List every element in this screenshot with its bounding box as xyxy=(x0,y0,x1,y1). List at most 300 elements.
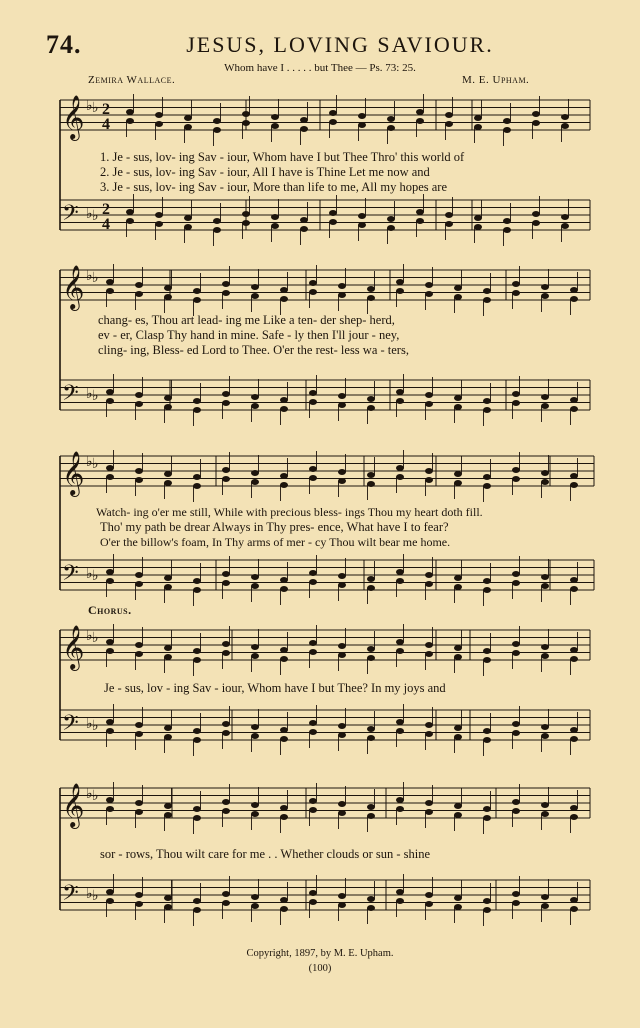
notehead xyxy=(155,221,163,227)
notehead xyxy=(541,583,549,589)
notehead xyxy=(338,723,346,729)
notehead xyxy=(512,650,520,656)
notehead xyxy=(193,474,201,480)
flat-sign: ♭ xyxy=(86,99,93,114)
notehead xyxy=(106,889,114,895)
notehead xyxy=(358,113,366,119)
notehead xyxy=(425,581,433,587)
notehead xyxy=(541,733,549,739)
time-signature: 2 xyxy=(102,101,110,118)
notehead xyxy=(193,907,201,913)
notehead xyxy=(300,226,308,232)
notehead xyxy=(329,119,337,125)
notehead xyxy=(512,891,520,897)
notehead xyxy=(329,210,337,216)
notehead xyxy=(106,569,114,575)
copyright-notice: Copyright, 1897, by M. E. Upham. xyxy=(246,948,394,959)
notehead xyxy=(483,907,491,913)
notehead xyxy=(135,642,143,648)
notehead xyxy=(474,115,482,121)
notehead xyxy=(251,470,259,476)
notehead xyxy=(474,215,482,221)
notehead xyxy=(193,297,201,303)
notehead xyxy=(396,889,404,895)
notehead xyxy=(483,288,491,294)
lyric-line-s2-v2: ev - er, Clasp Thy hand in mine. Safe - ly then I'll jour - ney, xyxy=(98,328,400,342)
notehead xyxy=(135,392,143,398)
notehead xyxy=(164,645,172,651)
notehead xyxy=(338,582,346,588)
notehead xyxy=(454,725,462,731)
notehead xyxy=(454,471,462,477)
notehead xyxy=(570,647,578,653)
notehead xyxy=(135,572,143,578)
notehead xyxy=(251,894,259,900)
notehead xyxy=(164,480,172,486)
notehead xyxy=(396,728,404,734)
notehead xyxy=(106,806,114,812)
flat-sign: ♭ xyxy=(86,567,93,582)
notehead xyxy=(164,803,172,809)
bass-clef-icon: 𝄢 xyxy=(62,201,79,231)
notehead xyxy=(184,215,192,221)
flat-sign: ♭ xyxy=(86,787,93,802)
time-signature: 2 xyxy=(102,201,110,218)
notehead xyxy=(541,479,549,485)
notehead xyxy=(251,653,259,659)
notehead xyxy=(454,575,462,581)
notehead xyxy=(396,797,404,803)
notehead xyxy=(396,578,404,584)
notehead xyxy=(222,650,230,656)
notehead xyxy=(309,640,317,646)
notehead xyxy=(222,400,230,406)
notehead xyxy=(338,393,346,399)
notehead xyxy=(309,475,317,481)
page-number: (100) xyxy=(308,963,332,974)
notehead xyxy=(358,122,366,128)
time-signature: 4 xyxy=(102,216,110,233)
notehead xyxy=(222,467,230,473)
flat-sign: ♭ xyxy=(86,629,93,644)
notehead xyxy=(570,296,578,302)
notehead xyxy=(338,478,346,484)
notehead xyxy=(222,808,230,814)
notehead xyxy=(280,897,288,903)
bass-clef-icon: 𝄢 xyxy=(62,711,79,741)
notehead xyxy=(512,391,520,397)
notehead xyxy=(135,651,143,657)
notehead xyxy=(280,577,288,583)
notehead xyxy=(242,111,250,117)
notehead xyxy=(367,472,375,478)
notehead xyxy=(222,580,230,586)
notehead xyxy=(271,214,279,220)
notehead xyxy=(425,282,433,288)
notehead xyxy=(106,797,114,803)
notehead xyxy=(242,120,250,126)
notehead xyxy=(126,218,134,224)
notehead xyxy=(135,581,143,587)
notehead xyxy=(561,123,569,129)
notehead xyxy=(396,806,404,812)
notehead xyxy=(193,657,201,663)
notehead xyxy=(425,901,433,907)
notehead xyxy=(164,285,172,291)
notehead xyxy=(512,290,520,296)
notehead xyxy=(106,728,114,734)
notehead xyxy=(367,655,375,661)
notehead xyxy=(280,906,288,912)
lyric-line-chorus-1: Je - sus, lov - ing Sav - iour, Whom have I but Thee? In my joys and xyxy=(104,681,446,695)
lyric-line-chorus-2: sor - rows, Thou wilt care for me . . Whether clouds or sun - shine xyxy=(100,847,431,861)
notehead xyxy=(309,807,317,813)
notehead xyxy=(396,389,404,395)
notehead xyxy=(367,481,375,487)
notehead xyxy=(541,403,549,409)
notehead xyxy=(512,580,520,586)
notehead xyxy=(503,218,511,224)
notehead xyxy=(184,124,192,130)
chorus-label: Chorus. xyxy=(88,603,132,617)
notehead xyxy=(512,476,520,482)
notehead xyxy=(570,805,578,811)
notehead xyxy=(367,735,375,741)
notehead xyxy=(483,898,491,904)
treble-clef-icon: 𝄞 xyxy=(62,95,85,139)
notehead xyxy=(483,474,491,480)
notehead xyxy=(251,479,259,485)
notehead xyxy=(280,406,288,412)
notehead xyxy=(106,474,114,480)
notehead xyxy=(251,574,259,580)
notehead xyxy=(541,644,549,650)
notehead xyxy=(309,899,317,905)
notehead xyxy=(309,289,317,295)
notehead xyxy=(164,471,172,477)
notehead xyxy=(561,114,569,120)
flat-sign: ♭ xyxy=(92,789,99,804)
notehead xyxy=(280,736,288,742)
notehead xyxy=(164,584,172,590)
notehead xyxy=(396,898,404,904)
notehead xyxy=(338,402,346,408)
notehead xyxy=(483,587,491,593)
notehead xyxy=(503,227,511,233)
notehead xyxy=(280,656,288,662)
notehead xyxy=(135,401,143,407)
notehead xyxy=(251,394,259,400)
notehead xyxy=(135,731,143,737)
notehead xyxy=(570,586,578,592)
notehead xyxy=(309,390,317,396)
notehead xyxy=(242,220,250,226)
notehead xyxy=(532,211,540,217)
notehead xyxy=(106,288,114,294)
notehead xyxy=(445,221,453,227)
notehead xyxy=(271,223,279,229)
notehead xyxy=(242,211,250,217)
notehead xyxy=(309,649,317,655)
notehead xyxy=(445,121,453,127)
notehead xyxy=(155,212,163,218)
notehead xyxy=(425,642,433,648)
notehead xyxy=(396,639,404,645)
notehead xyxy=(338,810,346,816)
notehead xyxy=(396,288,404,294)
notehead xyxy=(135,892,143,898)
notehead xyxy=(454,480,462,486)
notehead xyxy=(222,891,230,897)
notehead xyxy=(309,798,317,804)
notehead xyxy=(193,806,201,812)
notehead xyxy=(251,811,259,817)
notehead xyxy=(358,222,366,228)
notehead xyxy=(222,290,230,296)
notehead xyxy=(300,117,308,123)
notehead xyxy=(358,213,366,219)
notehead xyxy=(512,641,520,647)
notehead xyxy=(425,892,433,898)
notehead xyxy=(454,803,462,809)
notehead xyxy=(367,576,375,582)
notehead xyxy=(416,209,424,215)
notehead xyxy=(396,279,404,285)
treble-clef-icon: 𝄞 xyxy=(62,783,85,827)
notehead xyxy=(338,573,346,579)
bass-clef-icon: 𝄢 xyxy=(62,561,79,591)
notehead xyxy=(367,813,375,819)
notehead xyxy=(213,218,221,224)
notehead xyxy=(126,209,134,215)
lyric-line-s3-v3: O'er the billow's foam, In Thy arms of mer - cy Thou wilt bear me home. xyxy=(100,535,451,549)
notehead xyxy=(532,220,540,226)
notehead xyxy=(251,284,259,290)
notehead xyxy=(483,483,491,489)
notehead xyxy=(309,399,317,405)
notehead xyxy=(164,395,172,401)
notehead xyxy=(503,127,511,133)
notehead xyxy=(454,904,462,910)
notehead xyxy=(126,118,134,124)
lyric-line-s3-v1: Watch- ing o'er me still, While with precious bless- ings Thou my heart doth fill. xyxy=(96,505,483,519)
notehead xyxy=(338,893,346,899)
notehead xyxy=(483,398,491,404)
notehead xyxy=(251,733,259,739)
notehead xyxy=(193,398,201,404)
notehead xyxy=(222,571,230,577)
notehead xyxy=(309,570,317,576)
notehead xyxy=(135,468,143,474)
notehead xyxy=(106,719,114,725)
notehead xyxy=(309,720,317,726)
notehead xyxy=(280,397,288,403)
notehead xyxy=(483,806,491,812)
notehead xyxy=(367,295,375,301)
notehead xyxy=(541,394,549,400)
notehead xyxy=(184,115,192,121)
notehead xyxy=(570,406,578,412)
notehead xyxy=(193,815,201,821)
notehead xyxy=(570,814,578,820)
notehead xyxy=(271,123,279,129)
time-signature: 4 xyxy=(102,116,110,133)
composer-credit: M. E. Upham. xyxy=(462,74,530,86)
notehead xyxy=(309,729,317,735)
flat-sign: ♭ xyxy=(92,209,99,224)
notehead xyxy=(280,814,288,820)
notehead xyxy=(135,291,143,297)
notehead xyxy=(512,467,520,473)
notehead xyxy=(425,722,433,728)
notehead xyxy=(541,284,549,290)
notehead xyxy=(280,727,288,733)
flat-sign: ♭ xyxy=(92,719,99,734)
notehead xyxy=(280,586,288,592)
notehead xyxy=(164,575,172,581)
notehead xyxy=(251,802,259,808)
notehead xyxy=(193,737,201,743)
notehead xyxy=(541,470,549,476)
notehead xyxy=(300,126,308,132)
notehead xyxy=(309,579,317,585)
notehead xyxy=(483,407,491,413)
notehead xyxy=(512,808,520,814)
notehead xyxy=(425,468,433,474)
notehead xyxy=(193,407,201,413)
notehead xyxy=(338,801,346,807)
lyric-line-s2-v3: cling- ing, Bless- ed Lord to Thee. O'er the rest- less wa - ters, xyxy=(98,343,409,357)
notehead xyxy=(329,110,337,116)
notehead xyxy=(222,900,230,906)
notehead xyxy=(126,109,134,115)
notehead xyxy=(512,730,520,736)
notehead xyxy=(164,725,172,731)
notehead xyxy=(338,469,346,475)
notehead xyxy=(445,212,453,218)
notehead xyxy=(251,903,259,909)
notehead xyxy=(425,800,433,806)
notehead xyxy=(561,214,569,220)
notehead xyxy=(280,296,288,302)
notehead xyxy=(106,279,114,285)
notehead xyxy=(300,217,308,223)
notehead xyxy=(483,297,491,303)
notehead xyxy=(483,578,491,584)
notehead xyxy=(280,647,288,653)
notehead xyxy=(532,120,540,126)
notehead xyxy=(367,286,375,292)
notehead xyxy=(338,732,346,738)
notehead xyxy=(454,812,462,818)
notehead xyxy=(570,577,578,583)
flat-sign: ♭ xyxy=(92,457,99,472)
notehead xyxy=(483,648,491,654)
notehead xyxy=(541,653,549,659)
notehead xyxy=(541,574,549,580)
notehead xyxy=(561,223,569,229)
notehead xyxy=(193,483,201,489)
notehead xyxy=(135,901,143,907)
notehead xyxy=(106,578,114,584)
notehead xyxy=(280,805,288,811)
hymn-number: 74. xyxy=(46,30,82,59)
scripture-reference: Whom have I . . . . . but Thee — Ps. 73: 25. xyxy=(224,62,416,74)
notehead xyxy=(367,585,375,591)
notehead xyxy=(474,224,482,230)
notehead xyxy=(541,293,549,299)
notehead xyxy=(222,476,230,482)
notehead xyxy=(338,283,346,289)
notehead xyxy=(396,569,404,575)
notehead xyxy=(155,121,163,127)
lyric-line-s2-v1: chang- es, Thou art lead- ing me Like a ten- der shep- herd, xyxy=(98,313,395,327)
notehead xyxy=(416,109,424,115)
notehead xyxy=(135,809,143,815)
flat-sign: ♭ xyxy=(86,387,93,402)
lyric-line-s1-v2: 2. Je - sus, lov- ing Sav - iour, All I have is Thine Let me now and xyxy=(100,165,430,179)
notehead xyxy=(454,584,462,590)
notehead xyxy=(396,474,404,480)
notehead xyxy=(512,799,520,805)
notehead xyxy=(512,571,520,577)
notehead xyxy=(367,396,375,402)
flat-sign: ♭ xyxy=(86,455,93,470)
notehead xyxy=(309,466,317,472)
notehead xyxy=(425,572,433,578)
flat-sign: ♭ xyxy=(92,389,99,404)
flat-sign: ♭ xyxy=(92,271,99,286)
notehead xyxy=(416,118,424,124)
notehead xyxy=(106,389,114,395)
notehead xyxy=(309,890,317,896)
notehead xyxy=(541,811,549,817)
flat-sign: ♭ xyxy=(86,887,93,902)
flat-sign: ♭ xyxy=(86,269,93,284)
notehead xyxy=(425,731,433,737)
notehead xyxy=(222,730,230,736)
notehead xyxy=(367,646,375,652)
notehead xyxy=(222,641,230,647)
notehead xyxy=(280,482,288,488)
notehead xyxy=(367,905,375,911)
lyricist-credit: Zemira Wallace. xyxy=(88,74,176,86)
notehead xyxy=(396,648,404,654)
notehead xyxy=(541,724,549,730)
notehead xyxy=(570,906,578,912)
flat-sign: ♭ xyxy=(92,889,99,904)
notehead xyxy=(416,218,424,224)
notehead xyxy=(338,643,346,649)
treble-clef-icon: 𝄞 xyxy=(62,625,85,669)
notehead xyxy=(454,895,462,901)
notehead xyxy=(193,288,201,294)
notehead xyxy=(474,124,482,130)
notehead xyxy=(271,114,279,120)
notehead xyxy=(155,112,163,118)
notehead xyxy=(135,282,143,288)
notehead xyxy=(454,294,462,300)
notehead xyxy=(396,398,404,404)
notehead xyxy=(164,404,172,410)
notehead xyxy=(541,903,549,909)
notehead xyxy=(570,736,578,742)
notehead xyxy=(454,285,462,291)
notehead xyxy=(280,473,288,479)
notehead xyxy=(106,465,114,471)
notehead xyxy=(396,719,404,725)
notehead xyxy=(251,724,259,730)
